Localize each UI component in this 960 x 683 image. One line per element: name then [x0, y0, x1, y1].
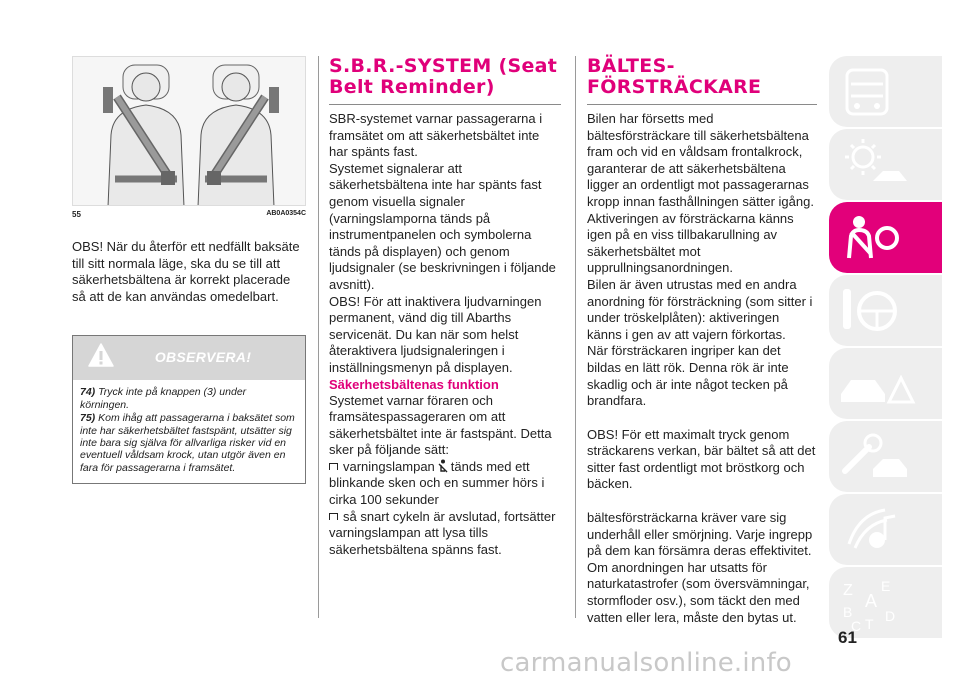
column-divider — [575, 56, 576, 618]
chapter-tabs — [829, 56, 942, 640]
index-letter: T — [865, 616, 874, 632]
pretensioner-heading: BÄLTES-FÖRSTRÄCKARE — [587, 55, 762, 98]
heading-rule — [587, 104, 817, 105]
bullet-text: så snart cykeln är avslutad, fortsätter varningslampan att lysa tills säkerhetsbältena spänns fast. — [329, 508, 556, 557]
paragraph: Bilen har försetts med bältesförsträckare till säkerhetsbältena fram och vid en våldsam frontalkrock, garanterar de att säkerhetsbältena ligger an ordentligt mot passagerarnas kropp innan fasthållningen sätter igång. — [587, 111, 814, 209]
sbr-body — [329, 111, 561, 558]
bullet-item — [329, 509, 561, 559]
tab-multimedia[interactable] — [829, 494, 942, 565]
bullet-item — [329, 459, 561, 509]
middle-column — [329, 56, 561, 558]
tab-dashboard[interactable] — [829, 56, 942, 127]
warning-item-number: 74) — [80, 386, 96, 399]
column-divider — [318, 56, 319, 618]
left-column — [72, 56, 306, 484]
seatbelt-airbag-icon — [829, 202, 942, 273]
bullet-text-b: tänds med ett blinkande sken och en summer hörs i cirka 100 sekunder — [329, 458, 545, 508]
tab-maintenance[interactable] — [829, 421, 942, 492]
warning-item — [80, 412, 298, 474]
paragraph: Aktiveringen av försträckarna känns igen på en viss tillbakarullning av säkerhetsbältet mot upprullningsanordningen. — [587, 210, 794, 276]
figure-number: 55 — [72, 210, 81, 219]
warning-title: OBSERVERA! — [154, 349, 252, 366]
heading-rule — [329, 104, 561, 105]
page-number: 61 — [838, 628, 857, 647]
paragraph: OBS! För att inaktivera ljudvarningen permanent, vänd dig till Abarths servicenät. Du kan när som helst återaktivera ljudsignaleringen i inställningsmenyn på displayen. — [329, 293, 542, 375]
right-column — [587, 56, 817, 626]
warning-item-text: Tryck inte på knappen (3) under körningen. — [80, 386, 247, 411]
tab-emergency[interactable] — [829, 348, 942, 419]
paragraph: När försträckaren ingriper kan det bildas en lätt rök. Denna rök är inte skadlig och är inte något tecken på brandfara. — [587, 343, 789, 409]
warning-header — [73, 336, 305, 380]
sun-car-icon — [829, 129, 942, 200]
figure-caption — [72, 210, 306, 219]
intro-text: OBS! När du återför ett nedfällt baksäte till sitt normala läge, ska du se till att säkerhetsbältena är korrekt placerade så att de kan användas omedelbart. — [72, 239, 300, 304]
paragraph: Systemet varnar föraren och framsätespassageraren om att säkerhetsbältet inte är fastspänt. Detta sker på följande sätt: — [329, 392, 552, 458]
breakdown-icon — [829, 348, 942, 419]
paragraph: SBR-systemet varnar passagerarna i framsätet om att säkerhetsbältet inte har spänts fast. — [329, 111, 543, 160]
paragraph: Systemet signalerar att säkerhetsbältena inte har spänts fast genom visuella signaler (varningslamporna tänds på instrumentpanelen och symbolerna tänds på displayen) och genom ljudsignaler (se beskrivningen i följande avsnitt). — [329, 160, 556, 292]
index-letter: A — [865, 591, 878, 611]
warning-body — [73, 380, 305, 483]
index-letter: Z — [843, 582, 853, 599]
warning-box — [72, 335, 306, 484]
tab-lights[interactable] — [829, 129, 942, 200]
index-letter: D — [885, 608, 896, 624]
paragraph: bältesförsträckarna kräver vare sig underhåll eller smörjning. Varje ingrepp på dem kan försämra deras effektivitet. Om anordningen har utsatts för naturkatastrofer (som översvämningar, stormfloder osv.), som täckt den med vatten eller lera, måste den bytas ut. — [587, 510, 813, 625]
warning-item-text: Kom ihåg att passagerarna i baksätet som inte har säkerhetsbältet fastspänt, utsätter sig inte bara sig själva för allvarliga risker vid en eventuell våldsam krock, utan utgör även en fara för passagerarna i framsätet. — [80, 412, 295, 474]
spacer — [587, 493, 817, 510]
index-letter: E — [881, 578, 891, 594]
bullet-icon — [329, 513, 338, 520]
paragraph: OBS! För ett maximalt tryck genom sträckarens verkan, bär bältet så att det sitter fast ordentligt mot bröstkorg och bäcken. — [587, 426, 816, 492]
bullet-icon — [329, 463, 338, 470]
watermark: carmanualsonline.info — [500, 648, 792, 678]
warning-item — [80, 386, 298, 411]
multimedia-icon — [829, 494, 942, 565]
pretensioner-body — [587, 111, 817, 626]
seat-belt-illustration — [73, 57, 306, 206]
seat-belt-figure — [72, 56, 306, 206]
wrench-car-icon — [829, 421, 942, 492]
seat-belt-warning-light-icon — [437, 459, 449, 473]
key-steering-icon — [829, 275, 942, 346]
tab-safety[interactable] — [829, 202, 942, 273]
figure-code: AB0A0354C — [266, 210, 306, 217]
intro-paragraph — [72, 239, 306, 305]
function-subheading: Säkerhetsbältenas funktion — [329, 376, 499, 392]
paragraph: Bilen är även utrustas med en andra anordning för försträckning (som sitter i under tröskelplåten): aktiveringen känns i gen av att vajern förkortas. — [587, 276, 813, 342]
sbr-heading: S.B.R.-SYSTEM (Seat Belt Reminder) — [329, 55, 558, 98]
warning-item-number: 75) — [80, 412, 96, 425]
spacer — [587, 410, 817, 427]
car-dashboard-icon — [829, 56, 942, 127]
index-letter: B — [843, 604, 853, 620]
tab-starting[interactable] — [829, 275, 942, 346]
bullet-text-a: varningslampan — [343, 458, 435, 474]
index-letter: C — [851, 618, 862, 634]
